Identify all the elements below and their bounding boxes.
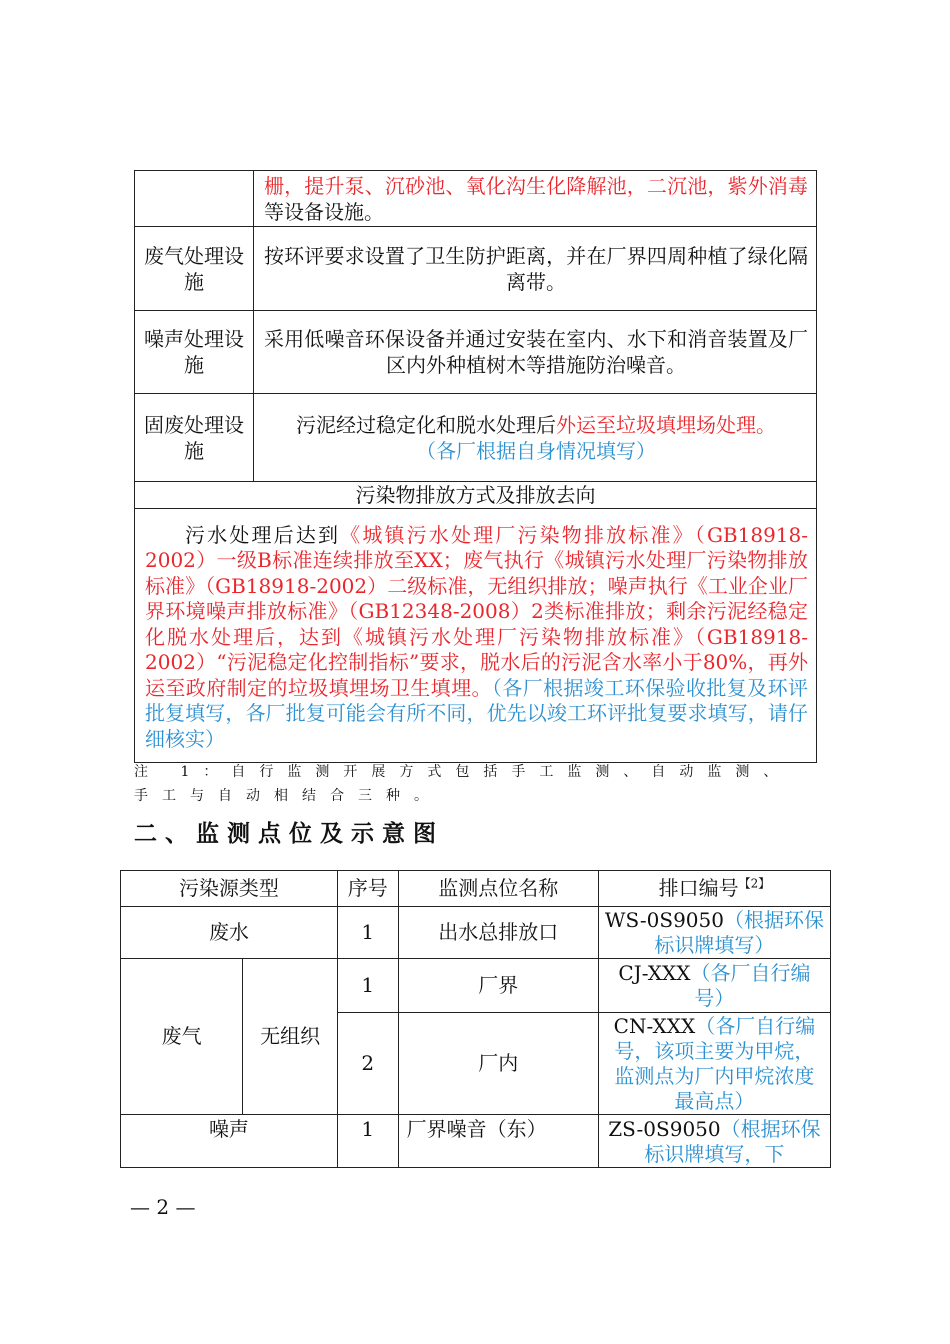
noise-type-cell: 噪声 [121,1115,338,1168]
noise-treatment-text: 采用低噪音环保设备并通过安装在室内、水下和消音装置及厂区内外种植树木等措施防治噪音。 [254,311,817,394]
facility-desc-cell [254,171,817,227]
col-header-code-sup: 【2】 [738,876,771,891]
solid-waste-text [254,394,817,482]
water-point-cell: 出水总排放口 [398,907,598,959]
gas1-code-note: （各厂自行编号） [690,960,811,1010]
monitoring-table [120,870,831,1168]
gas2-code-cell [598,1013,830,1115]
solid-waste-note: （各厂根据自身情况填写） [416,438,656,463]
empty-label-cell [135,171,254,227]
col-header-no: 序号 [337,871,398,907]
emission-paragraph [135,509,817,763]
gas1-no-cell: 1 [337,959,398,1013]
water-code-note: （根据环保标识牌填写） [654,907,824,957]
noise-code-note: （根据环保标识牌填写，下 [644,1117,821,1166]
gas1-code-cell [598,959,830,1013]
gas2-code-note: （各厂自行编号，该项主要为甲烷，监测点为厂内甲烷浓度最高点） [614,1013,816,1113]
gas2-point-cell: 厂内 [398,1013,598,1115]
emission-para-blue: （各厂根据竣工环保验收批复及环评批复填写，各厂批复可能会有所不同，优先以竣工环评批复要求填写，请仔细核实） [145,675,808,751]
emission-para-red: 《城镇污水处理厂污染物排放标准》（GB18918-2002）一级B标准连续排放至XX；废气执行《城镇污水处理厂污染物排放标准》（GB18918-2002）二级标准，无组织排放；噪声执行《工业企业厂界环境噪声排放标准》（GB12348-2008）2类标准排放；剩余污泥经稳定化脱水处理后，达到《城镇污水处理厂污染物排放标准》（GB18918-2002）“污泥稳定化控制指标”要求，脱水后的污泥含水率小于80%，再外运至政府制定的垃圾填埋场卫生填埋。 [145,522,808,700]
water-code-cell [598,907,830,959]
facility-desc-red: 栅，提升泵、沉砂池、氧化沟生化降解池，二沉池，紫外消毒 [264,173,808,198]
section-title: 二、监测点位及示意图 [134,821,444,847]
solid-waste-label: 固废处理设施 [135,394,254,482]
noise-code: ZS-0S9050 [608,1117,721,1141]
emission-section-header: 污染物排放方式及排放去向 [135,482,817,509]
noise-point-cell: 厂界噪音（东） [398,1115,598,1168]
noise-code-cell [598,1115,830,1168]
gas-treatment-label: 废气处理设施 [135,227,254,311]
emission-para-black: 污水处理后达到 [185,522,341,547]
noise-treatment-label: 噪声处理设施 [135,311,254,394]
page-number: — 2 — [130,1195,196,1219]
gas2-no-cell: 2 [337,1013,398,1115]
facility-desc-tail: 等设备设施。 [264,199,384,224]
solid-waste-black: 污泥经过稳定化和脱水处理后 [296,412,556,437]
gas-type-cell: 废气 [121,959,243,1115]
water-type-cell: 废水 [121,907,338,959]
footnote: 注 1：自行监测开展方式包括手工监测、自动监测、手工与自动相结合三种。 [134,764,792,804]
gas1-point-cell: 厂界 [398,959,598,1013]
water-no-cell: 1 [337,907,398,959]
noise-no-cell: 1 [337,1115,398,1168]
water-code: WS-0S9050 [604,907,724,932]
gas1-code: CJ-XXX [618,960,691,985]
col-header-point: 监测点位名称 [398,871,598,907]
col-header-code-text: 排口编号 [658,876,739,900]
solid-waste-red: 外运至垃圾填埋场处理。 [556,412,776,437]
gas-sub-cell: 无组织 [243,959,338,1115]
facilities-table [134,170,817,763]
gas-treatment-text: 按环评要求设置了卫生防护距离，并在厂界四周种植了绿化隔离带。 [254,227,817,311]
col-header-type: 污染源类型 [121,871,338,907]
gas2-code: CN-XXX [613,1013,696,1038]
col-header-code [598,871,830,907]
